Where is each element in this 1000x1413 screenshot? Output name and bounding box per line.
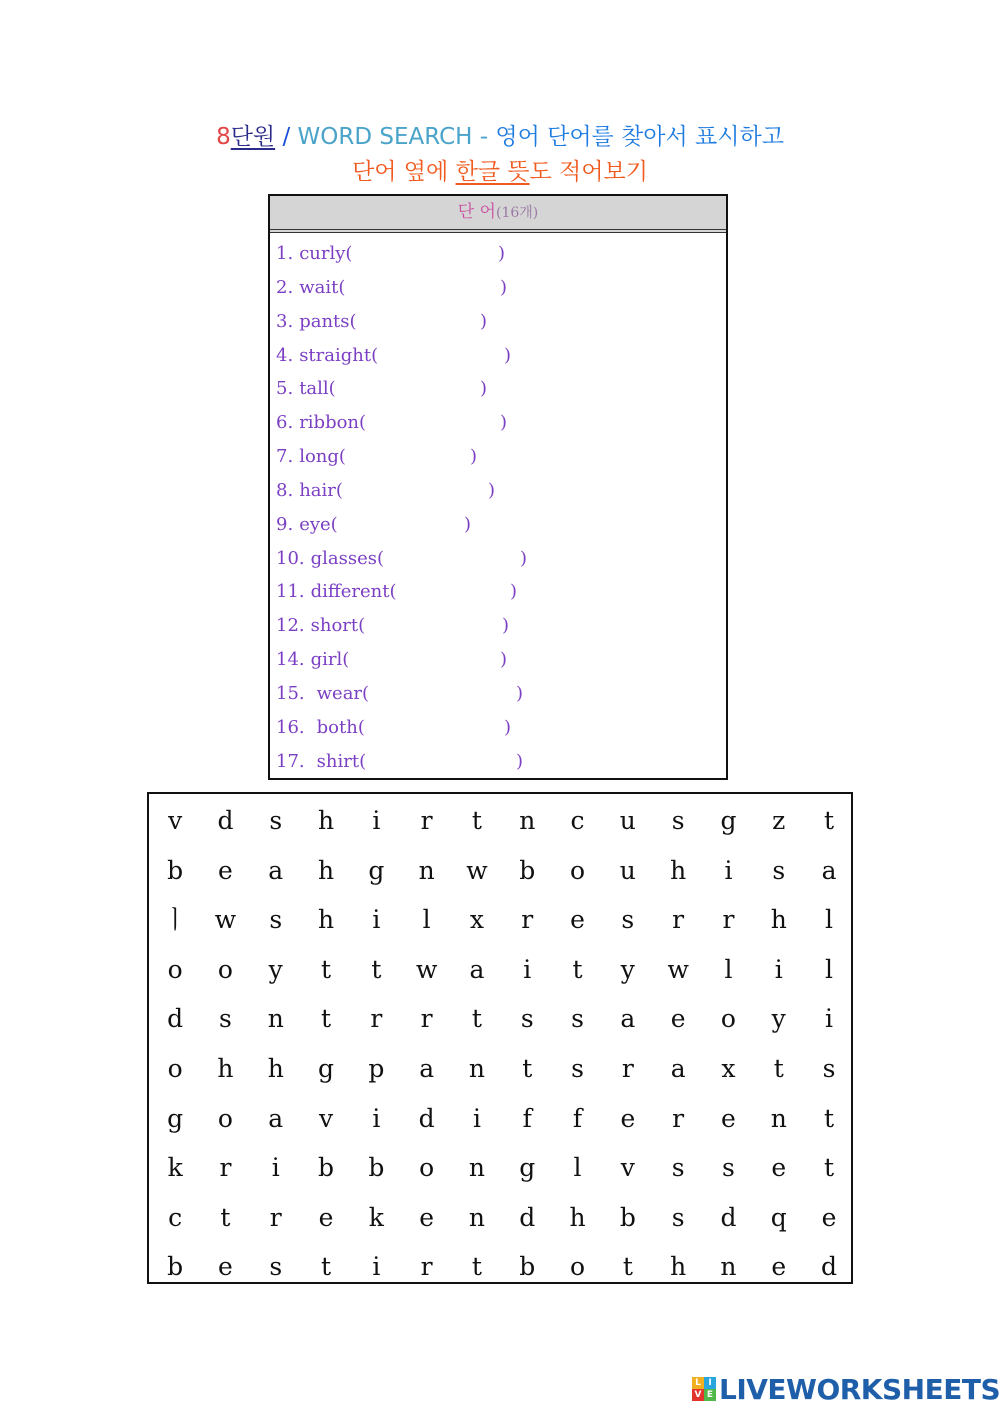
word-text: short(: [310, 615, 366, 637]
word-number: 8.: [276, 479, 294, 501]
word-list-box: [268, 194, 728, 780]
grid-letter[interactable]: d: [720, 1202, 737, 1232]
word-list: [276, 237, 528, 779]
grid-letter[interactable]: t: [220, 1202, 231, 1232]
grid-letter[interactable]: w: [415, 954, 438, 984]
grid-letter[interactable]: n: [267, 1004, 284, 1034]
grid-letter[interactable]: k: [368, 1202, 384, 1232]
word-list-item: [276, 508, 472, 542]
word-text: hair(: [299, 479, 343, 501]
grid-letter[interactable]: w: [667, 954, 689, 984]
word-text: shirt(: [316, 750, 367, 772]
grid-letter[interactable]: e: [570, 905, 585, 935]
word-text: wait(: [299, 276, 346, 298]
grid-letter[interactable]: g: [318, 1054, 335, 1083]
grid-letter[interactable]: o: [167, 954, 183, 984]
answer-blank-close: ): [504, 716, 512, 738]
grid-letter[interactable]: i: [372, 1252, 381, 1282]
grid-letter[interactable]: r: [521, 905, 534, 935]
liveworksheets-logo-icon: [692, 1377, 716, 1401]
grid-letter[interactable]: g: [519, 1153, 536, 1183]
word-list-item: [276, 575, 518, 609]
word-number: 9.: [276, 513, 294, 535]
grid-letter[interactable]: s: [269, 1252, 283, 1282]
grid-letter[interactable]: d: [519, 1202, 536, 1232]
grid-letter[interactable]: r: [672, 1103, 685, 1133]
grid-letter[interactable]: e: [218, 1252, 233, 1282]
word-list-item: [276, 677, 524, 711]
grid-letter[interactable]: g: [720, 806, 737, 835]
grid-letter[interactable]: r: [621, 1054, 634, 1083]
grid-letter[interactable]: t: [471, 806, 482, 835]
grid-letter[interactable]: u: [619, 855, 636, 885]
logo-tile: V: [692, 1389, 704, 1401]
grid-letter[interactable]: t: [321, 1004, 332, 1034]
word-search-grid: [147, 792, 853, 1284]
grid-letter[interactable]: g: [167, 1103, 184, 1133]
grid-letter[interactable]: ㅣ: [163, 905, 188, 935]
grid-letter[interactable]: b: [519, 1252, 536, 1282]
grid-letter[interactable]: r: [672, 905, 685, 935]
grid-letter[interactable]: n: [418, 855, 435, 885]
grid-letter[interactable]: s: [671, 1202, 685, 1232]
grid-letter[interactable]: k: [167, 1153, 183, 1183]
grid-letter[interactable]: u: [619, 806, 636, 835]
grid-letter[interactable]: i: [472, 1103, 481, 1133]
answer-blank-close: ): [520, 547, 528, 569]
grid-letter[interactable]: e: [419, 1202, 435, 1232]
grid-letter[interactable]: f: [522, 1103, 532, 1133]
grid-letter[interactable]: h: [317, 905, 335, 935]
answer-blank-close: ): [488, 479, 496, 501]
title-unit-label: 단원: [230, 124, 276, 150]
grid-letter[interactable]: r: [420, 1004, 433, 1034]
grid-letter[interactable]: h: [670, 855, 687, 885]
word-count: (16개): [495, 205, 539, 221]
grid-letter[interactable]: d: [217, 806, 234, 835]
grid-letter[interactable]: a: [268, 1103, 284, 1133]
grid-letter[interactable]: b: [167, 1252, 184, 1282]
grid-letter[interactable]: v: [168, 806, 183, 835]
grid-letter[interactable]: s: [671, 806, 685, 835]
word-list-item: [276, 372, 488, 406]
grid-letter[interactable]: y: [771, 1004, 786, 1034]
grid-letter[interactable]: i: [271, 1153, 280, 1183]
word-list-item: [276, 271, 508, 305]
grid-letter[interactable]: e: [620, 1103, 636, 1133]
logo-tile: I: [704, 1377, 716, 1389]
grid-letter[interactable]: s: [571, 1004, 584, 1034]
grid-letter[interactable]: a: [821, 855, 837, 885]
word-text: curly(: [299, 243, 353, 264]
grid-letter[interactable]: a: [469, 954, 485, 984]
word-list-item: [276, 609, 510, 643]
answer-blank-close: ): [464, 513, 472, 535]
word-number: 3.: [276, 310, 294, 332]
logo-tile: E: [704, 1389, 716, 1401]
grid-letter[interactable]: t: [773, 1054, 784, 1083]
grid-letter[interactable]: f: [572, 1103, 583, 1133]
grid-letter[interactable]: i: [372, 1103, 381, 1133]
word-text: different(: [310, 581, 397, 603]
grid-letter[interactable]: s: [722, 1153, 735, 1183]
grid-letter[interactable]: l: [573, 1153, 582, 1183]
word-number: 7.: [276, 446, 294, 468]
grid-letter[interactable]: e: [670, 1004, 686, 1034]
grid-letter[interactable]: e: [771, 1153, 787, 1183]
grid-letter[interactable]: o: [217, 954, 233, 984]
grid-letter[interactable]: e: [721, 1103, 736, 1133]
title-instruction: 영어 단어를 찾아서 표시하고: [495, 124, 784, 150]
word-number: 17.: [276, 750, 305, 772]
subtitle-part-1: 단어 옆에: [352, 159, 456, 185]
grid-letter[interactable]: r: [722, 905, 735, 935]
logo-tile: L: [692, 1377, 704, 1389]
word-text: straight(: [299, 344, 379, 366]
grid-letter[interactable]: o: [419, 1153, 435, 1183]
liveworksheets-brand: [692, 1372, 1000, 1406]
grid-letter[interactable]: c: [570, 806, 585, 835]
word-number: 1.: [276, 243, 294, 264]
grid-letter[interactable]: h: [770, 905, 787, 935]
grid-letter[interactable]: h: [569, 1202, 586, 1232]
word-list-item: [276, 305, 488, 339]
grid-letter[interactable]: t: [321, 954, 332, 984]
answer-blank-close: ): [480, 310, 488, 332]
grid-letter[interactable]: n: [468, 1202, 485, 1232]
grid-letter[interactable]: s: [671, 1153, 685, 1183]
answer-blank-close: ): [498, 243, 506, 264]
grid-letter[interactable]: o: [720, 1004, 736, 1034]
grid-letter[interactable]: i: [523, 954, 532, 984]
grid-letter[interactable]: l: [825, 905, 834, 935]
answer-blank-close: ): [500, 276, 508, 298]
grid-letter[interactable]: t: [824, 1153, 835, 1183]
grid-letter[interactable]: n: [468, 1153, 485, 1183]
word-list-heading: 단 어: [457, 202, 496, 222]
answer-blank-close: ): [470, 446, 478, 468]
word-number: 5.: [276, 378, 294, 400]
word-text: girl(: [310, 649, 350, 671]
answer-blank-close: ): [500, 412, 508, 434]
grid-letter[interactable]: e: [218, 855, 233, 885]
grid-letter[interactable]: b: [368, 1153, 385, 1183]
title-line-1: [0, 118, 1000, 151]
grid-letter[interactable]: v: [620, 1153, 635, 1183]
grid-letter[interactable]: a: [670, 1054, 686, 1083]
grid-letter[interactable]: v: [318, 1103, 334, 1133]
word-number: 16.: [276, 716, 305, 738]
answer-blank-close: ): [516, 750, 524, 772]
grid-letter[interactable]: t: [622, 1252, 633, 1282]
grid-letter[interactable]: s: [772, 855, 786, 885]
word-list-item: [276, 643, 508, 677]
word-text: both(: [316, 716, 365, 738]
grid-letter[interactable]: h: [317, 806, 335, 835]
grid-letter[interactable]: n: [770, 1103, 787, 1133]
grid-letter[interactable]: l: [724, 954, 733, 984]
grid-letter[interactable]: n: [720, 1252, 737, 1282]
grid-letter[interactable]: w: [466, 855, 488, 885]
grid-letter[interactable]: t: [824, 1103, 835, 1133]
answer-blank-close: ): [500, 649, 508, 671]
grid-letter[interactable]: l: [422, 905, 431, 935]
grid-letter[interactable]: t: [522, 1054, 533, 1083]
grid-letter[interactable]: h: [670, 1252, 687, 1282]
title-word-search: WORD SEARCH -: [297, 124, 496, 150]
word-text: eye(: [299, 513, 338, 535]
word-number: 15.: [276, 682, 305, 704]
title-line-2: [0, 153, 1000, 186]
word-list-item: [276, 474, 496, 508]
word-list-item: [276, 339, 512, 373]
word-list-item: [276, 542, 528, 576]
word-list-item: [276, 745, 524, 779]
grid-letter[interactable]: o: [570, 1252, 586, 1282]
grid-letter[interactable]: i: [825, 1004, 834, 1034]
grid-letter[interactable]: a: [620, 1004, 636, 1034]
grid-letter[interactable]: x: [721, 1054, 736, 1083]
word-text: glasses(: [310, 547, 385, 569]
grid-letter[interactable]: s: [520, 1004, 534, 1034]
word-number: 12.: [276, 615, 305, 637]
grid-letter[interactable]: i: [774, 954, 783, 984]
grid-letter[interactable]: s: [269, 806, 283, 835]
word-list-item: [276, 711, 512, 745]
grid-letter[interactable]: l: [825, 954, 834, 984]
grid-letter[interactable]: s: [822, 1054, 836, 1083]
grid-letter[interactable]: q: [770, 1202, 787, 1232]
grid-letter[interactable]: r: [420, 806, 433, 835]
answer-blank-close: ): [516, 682, 524, 704]
grid-letter[interactable]: y: [268, 954, 283, 984]
grid-letter[interactable]: g: [368, 855, 385, 885]
title-unit-number: 8: [216, 124, 231, 150]
grid-letter[interactable]: y: [620, 954, 635, 984]
grid-letter[interactable]: s: [219, 1004, 232, 1034]
grid-letter[interactable]: o: [570, 855, 586, 885]
grid-letter[interactable]: n: [519, 806, 536, 835]
grid-letter[interactable]: a: [268, 855, 284, 885]
grid-letter[interactable]: s: [269, 905, 283, 935]
word-list-item: [276, 237, 506, 271]
answer-blank-close: ): [510, 581, 518, 603]
grid-letter[interactable]: h: [267, 1054, 284, 1083]
grid-letter[interactable]: t: [371, 954, 382, 984]
word-text: long(: [299, 446, 346, 468]
word-number: 4.: [276, 344, 294, 366]
subtitle-part-3: 도 적어보기: [529, 159, 648, 185]
grid-letter[interactable]: h: [217, 1054, 234, 1083]
grid-letter[interactable]: w: [214, 905, 237, 935]
answer-blank-close: ): [480, 378, 488, 400]
grid-letter[interactable]: e: [318, 1202, 334, 1232]
grid-letter[interactable]: i: [372, 905, 381, 935]
word-number: 2.: [276, 276, 294, 298]
word-text: ribbon(: [299, 412, 367, 434]
word-number: 6.: [276, 412, 294, 434]
word-number: 14.: [276, 649, 305, 671]
brand-name: LIVEWORKSHEETS: [719, 1372, 1000, 1406]
word-number: 11.: [276, 581, 305, 603]
grid-letter[interactable]: r: [420, 1252, 433, 1282]
title-slash: /: [275, 124, 298, 150]
grid-letter[interactable]: i: [724, 855, 733, 885]
word-text: pants(: [299, 310, 357, 332]
grid-letter[interactable]: n: [468, 1054, 485, 1083]
grid-letter[interactable]: t: [321, 1252, 332, 1282]
grid-letter[interactable]: a: [419, 1054, 435, 1083]
grid-letter[interactable]: d: [821, 1252, 838, 1282]
grid-letter[interactable]: t: [471, 1252, 482, 1282]
grid-letter[interactable]: p: [368, 1054, 385, 1083]
grid-letter[interactable]: d: [167, 1004, 184, 1034]
grid-letter[interactable]: e: [771, 1252, 787, 1282]
word-text: wear(: [316, 682, 370, 704]
grid-letter[interactable]: t: [471, 1004, 482, 1034]
subtitle-korean-meaning: 한글 뜻: [455, 159, 530, 185]
grid-letter[interactable]: z: [772, 806, 786, 835]
grid-letter[interactable]: o: [167, 1054, 183, 1083]
answer-blank-close: ): [504, 344, 512, 366]
grid-letter[interactable]: t: [572, 954, 583, 984]
grid-letter[interactable]: x: [469, 905, 484, 935]
grid-letter[interactable]: r: [219, 1153, 232, 1183]
word-list-header: [270, 196, 726, 233]
answer-blank-close: ): [502, 615, 510, 637]
grid-letter[interactable]: b: [519, 855, 536, 885]
word-text: tall(: [299, 378, 336, 400]
grid-letter[interactable]: r: [269, 1202, 282, 1232]
grid-letter[interactable]: o: [217, 1103, 233, 1133]
grid-letter[interactable]: b: [619, 1202, 636, 1232]
word-number: 10.: [276, 547, 305, 569]
grid-letter[interactable]: b: [167, 855, 184, 885]
grid-letter[interactable]: r: [370, 1004, 383, 1034]
grid-letter[interactable]: c: [168, 1202, 183, 1232]
grid-letter[interactable]: t: [824, 806, 835, 835]
grid-letter[interactable]: h: [317, 855, 335, 885]
grid-letter[interactable]: d: [418, 1103, 435, 1133]
word-list-item: [276, 440, 478, 474]
grid-letter[interactable]: b: [318, 1153, 335, 1183]
grid-letter[interactable]: i: [372, 806, 381, 835]
grid-letter[interactable]: s: [621, 905, 635, 935]
grid-letter[interactable]: s: [571, 1054, 584, 1083]
word-list-item: [276, 406, 508, 440]
grid-letter[interactable]: e: [821, 1202, 837, 1232]
